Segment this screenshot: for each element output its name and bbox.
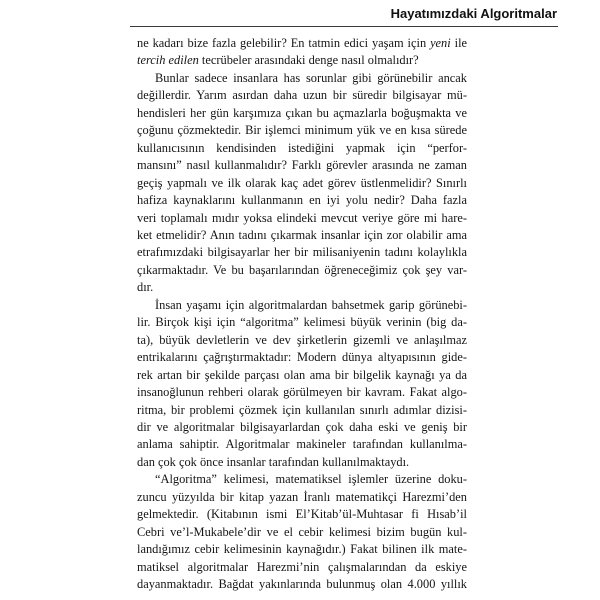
text-line: Cebri ve’l-Mukabele’dir ve el cebir kelimesi bizim bugün kul- [137, 524, 467, 539]
paragraph [137, 35, 467, 70]
text-line: çıkarmaktadır. Ve bu başarılarından öğreneceğimiz çok şey var- [137, 262, 467, 277]
text-line: ritma, bir problemi çözmek için kullanılan sınırlı adımlar dizisi- [137, 402, 467, 417]
text-line: dır. [137, 280, 154, 295]
text-line: entrikalarını çağrıştırmaktadır: Modern dünya altyapısının gide- [137, 350, 467, 365]
text-line: değillerdir. Yarım asırdan daha uzun bir süredir bilgisayar mü- [137, 88, 467, 103]
text-line: dayanmaktadır. Bağdat yakınlarında bulunmuş olan 4.000 yıllık [137, 577, 467, 592]
text-segment: ile [450, 36, 468, 50]
text-line [137, 52, 467, 69]
text-line: veri toplamalı mıdır yoksa elindeki mevcut veriye göre mi hare- [137, 210, 467, 225]
text-line: çoğunu çözmektedir. Bir işlemci minimum yük ve en kısa sürede [137, 123, 467, 138]
text-line: kullanıcısının kendisinden istediğini yapmak için “perfor- [137, 140, 467, 155]
text-line: hafiza kaynaklarını kullanmanın en iyi yolu nedir? Daha fazla [137, 193, 467, 208]
text-line: landığımız cebir kelimesinin kaynağıdır.) Fakat bilinen ilk mate- [137, 542, 467, 557]
text-line: dan çok çok önce insanlar tarafından kullanılmaktaydı. [137, 454, 410, 469]
text-segment: tecrübeler arasındaki denge nasıl olmalıdır? [198, 53, 419, 68]
text-line: insanoğlunun rehberi olarak görülmeyen bir kavram. Fakat algo- [137, 385, 467, 400]
text-line: zuncu yüzyılda bir kitap yazan İranlı matematikçi Harezmi’den [137, 489, 467, 504]
paragraph [137, 297, 467, 472]
text-line: etrafımızdaki bilgisayarlar her bir milisaniyenin tadını kolaylıkla [137, 245, 467, 260]
text-line: gelmektedir. (Kitabının ismi El’Kitab’ül-Muhtasar fi Hısab’il [137, 507, 467, 522]
text-line: hendisleri her gün karşımıza çıkan bu açmazlarla boğuşmakta ve [137, 105, 467, 120]
text-line: rek artan bir şekilde parçası olan ama bir bilgelik kaynağı ya da [137, 367, 467, 382]
page-body-text [137, 35, 467, 594]
paragraph [137, 70, 467, 297]
text-line: ket etmelidir? Anın tadını çıkarmak insanlar için zor olabilir ama [137, 227, 467, 242]
text-segment: ne kadarı bize fazla gelebilir? En tatmin edici yaşam için [137, 36, 431, 50]
text-line: geçiş yapmalı ve ilk olarak kaç adet görev üstlenmelidir? Sınırlı [137, 175, 467, 190]
emphasis-text: tercih edilen [137, 53, 199, 68]
text-line: lir. Birçok kişi için “algoritma” kelimesi büyük verinin (big da- [137, 315, 467, 330]
running-header-title: Hayatımızdaki Algoritmalar [390, 6, 557, 21]
text-line: dir ve algoritmalar bilgisayarlardan çok daha eski ve geniş bir [137, 419, 467, 434]
text-line: matiksel algoritmalar Harezmi’nin çalışmalarından da eskiye [137, 559, 467, 574]
paragraph [137, 471, 467, 593]
text-line [137, 35, 467, 52]
text-line: ta), büyük devletlerin ve dev şirketlerin gizemli ve anlaşılmaz [137, 332, 467, 347]
text-line: “Algoritma” kelimesi, matematiksel işlemler üzerine doku- [155, 472, 467, 487]
text-line: İnsan yaşamı için algoritmalardan bahsetmek garip görünebi- [155, 297, 467, 312]
header-rule [130, 26, 558, 27]
text-line: mansını” nasıl kullanmalıdır? Farklı görevler arasında ne zaman [137, 158, 467, 173]
emphasis-text: yeni [430, 36, 451, 50]
text-line: anlama sahiptir. Algoritmalar makineler tarafından kullanılma- [137, 437, 467, 452]
text-line: Bunlar sadece insanlara has sorunlar gibi görünebilir ancak [155, 70, 467, 85]
